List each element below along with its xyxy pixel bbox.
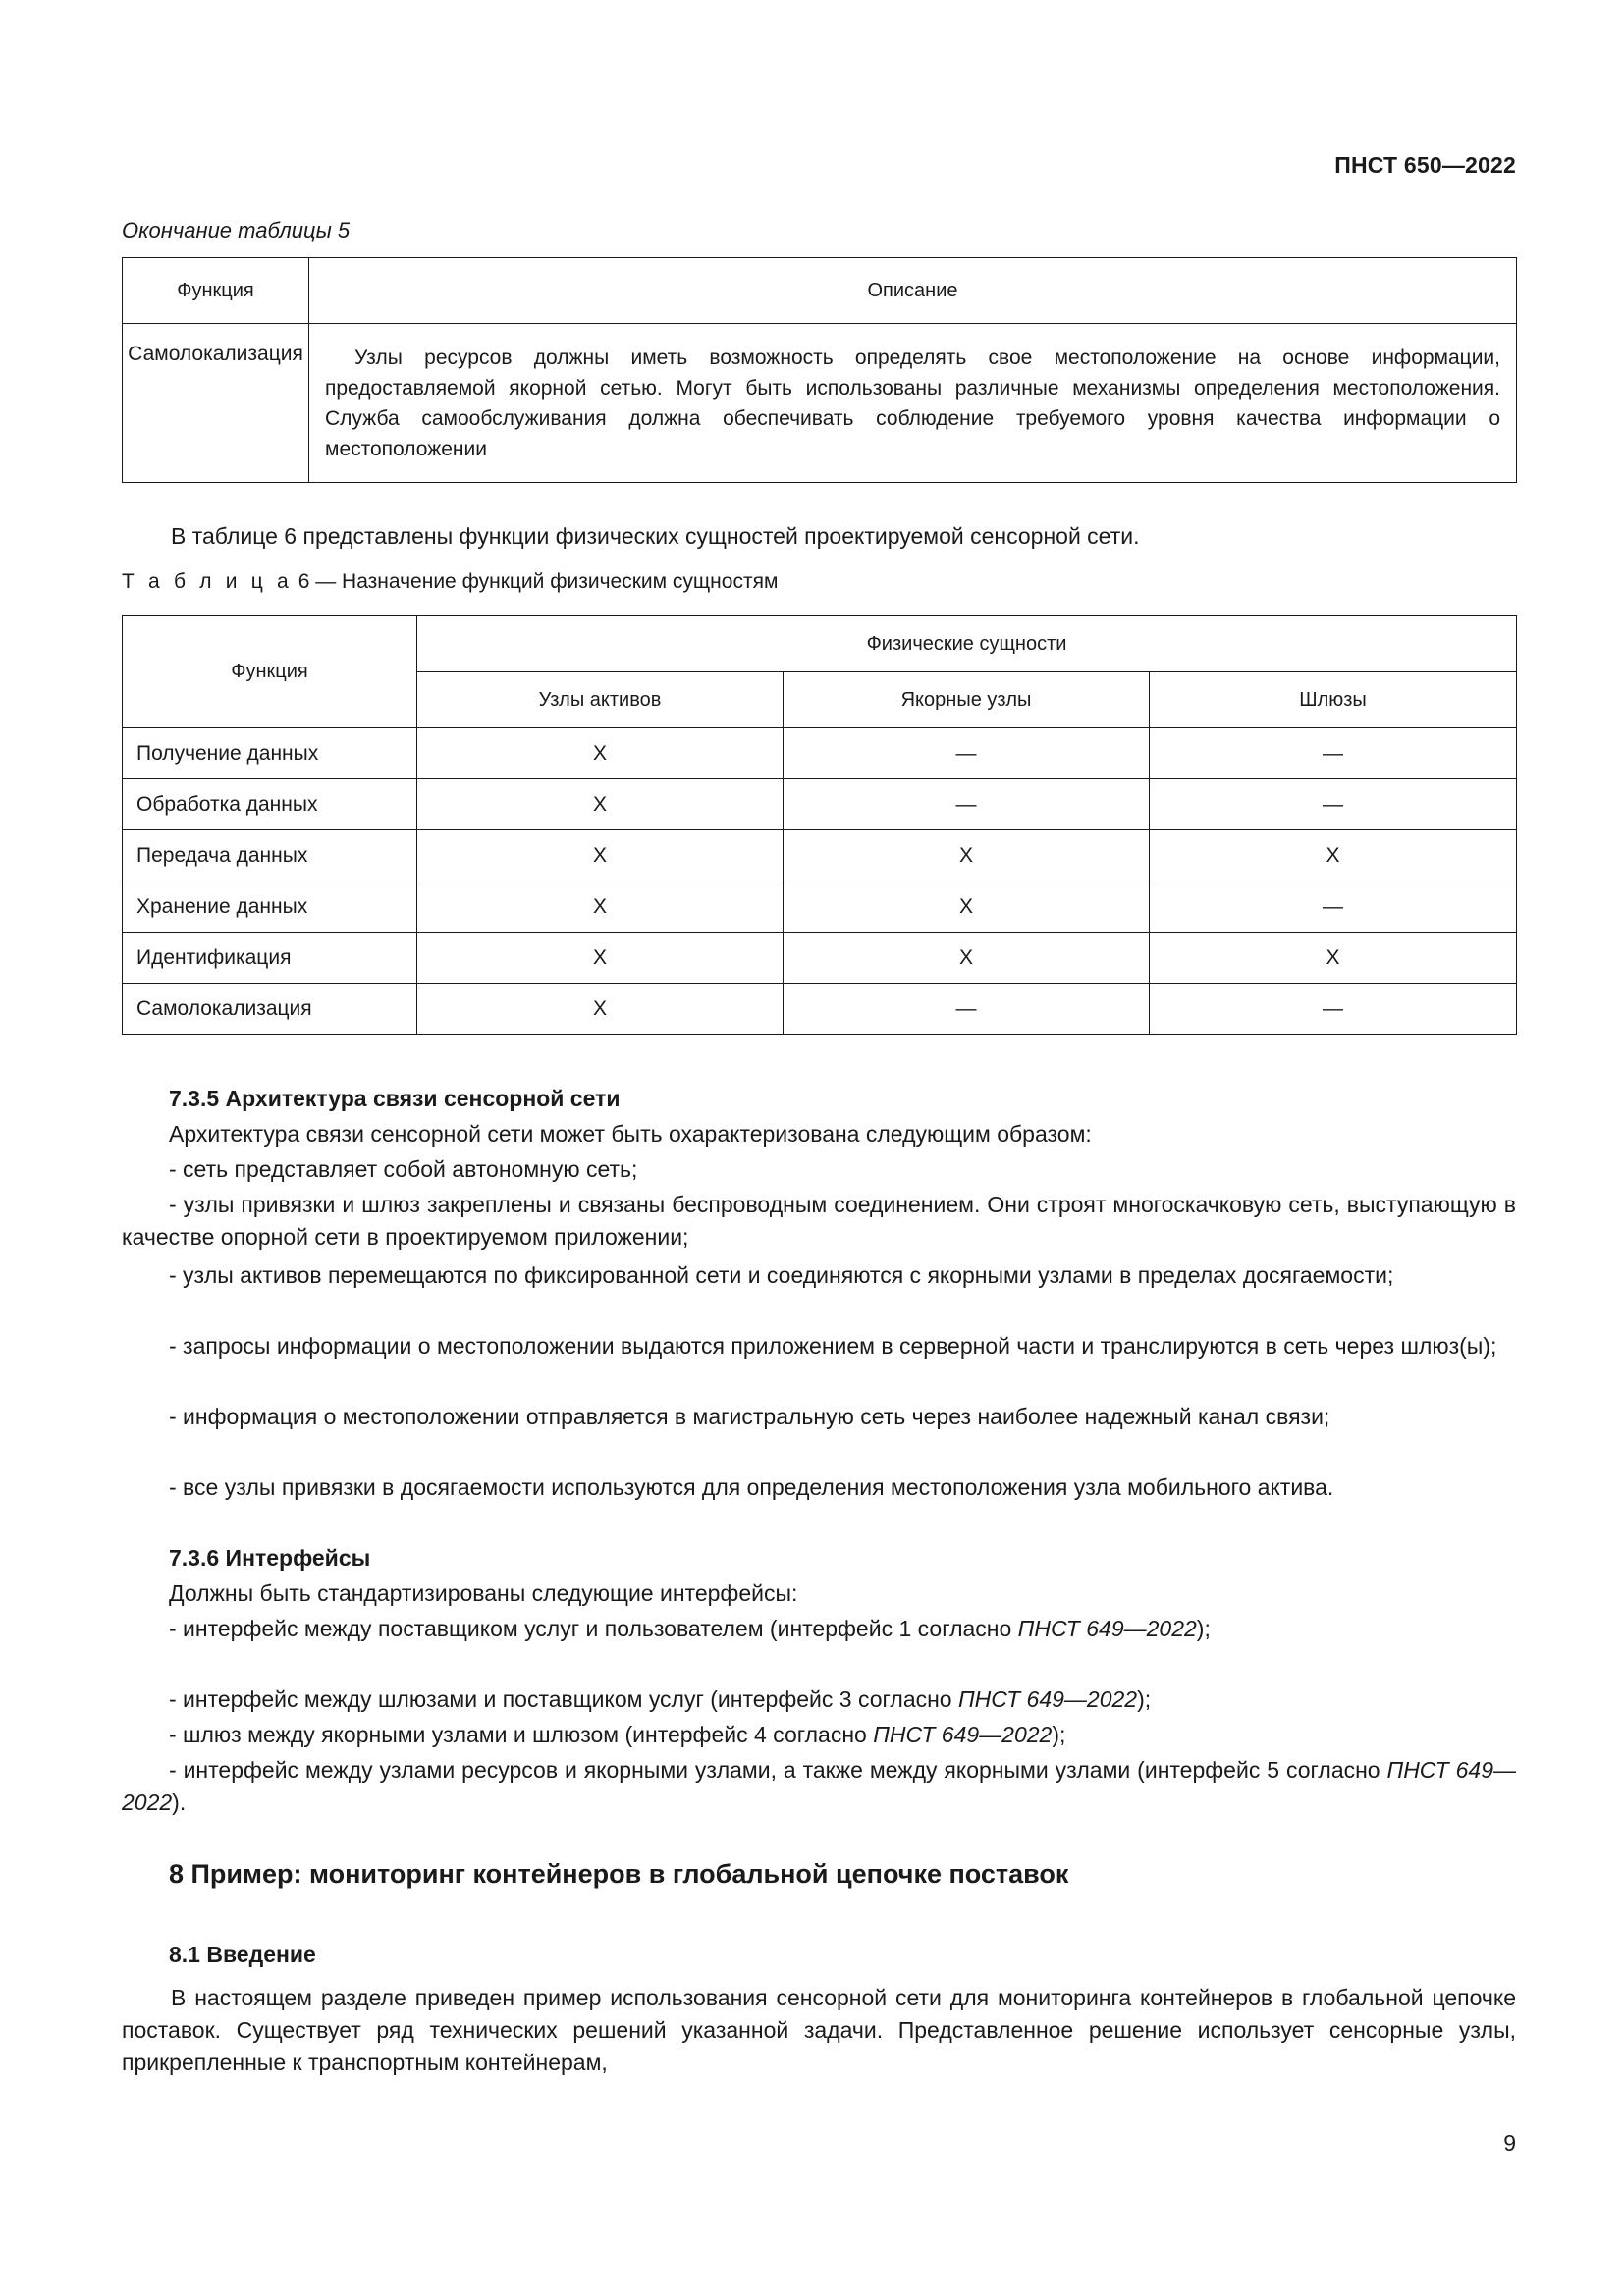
table6-caption (122, 570, 778, 594)
list-item-7-3-6-4-text-a: - интерфейс между узлами ресурсов и якорными узлами, а также между якорными узлами (интерфейс 5 согласно (169, 1757, 1387, 1783)
table6-cell-asset-nodes: X (417, 984, 784, 1035)
list-item-7-3-6-4-text-b: ). (172, 1789, 187, 1815)
table6-cell-asset-nodes: X (417, 881, 784, 933)
table5-continuation-caption: Окончание таблицы 5 (122, 218, 351, 242)
running-head-standard-id: ПНСТ 650—2022 (1334, 152, 1516, 178)
table5-col-description: Описание (309, 258, 1517, 324)
table6-caption-label: Т а б л и ц а (122, 570, 293, 593)
table5-cell-function: Самолокализация (123, 324, 309, 483)
heading-section-8: 8 Пример: мониторинг контейнеров в глобальной цепочке поставок (169, 1859, 1069, 1889)
table6-row-label: Хранение данных (123, 881, 417, 933)
table6-col-anchor-nodes: Якорные узлы (784, 672, 1150, 728)
table-5 (122, 257, 1517, 483)
table6-cell-asset-nodes: X (417, 779, 784, 830)
table6-cell-gateways: — (1150, 984, 1517, 1035)
table5-description-text: Узлы ресурсов должны иметь возможность определять свое местоположение на основе информации, предоставляемой якорной сетью. Могут быть использованы различные механизмы определения местоположения. Служба самообслуживания должна обеспечивать соблюдение требуемого уровня качества информации о местоположении (325, 347, 1500, 460)
table6-cell-gateways: — (1150, 728, 1517, 779)
list-item-7-3-6-1-text-b: ); (1196, 1616, 1211, 1641)
table6-cell-anchor-nodes: — (784, 779, 1150, 830)
table6-col-asset-nodes: Узлы активов (417, 672, 784, 728)
table6-cell-asset-nodes: X (417, 830, 784, 881)
table6-row-label: Обработка данных (123, 779, 417, 830)
table6-cell-anchor-nodes: X (784, 881, 1150, 933)
paragraph-7-3-6-lead: Должны быть стандартизированы следующие интерфейсы: (169, 1580, 798, 1606)
table-row (123, 779, 1517, 830)
standard-reference-649: ПНСТ 649—2022 (958, 1686, 1138, 1712)
list-item-7-3-5-6: - все узлы привязки в досягаемости используются для определения местоположения узла мобильного актива. (169, 1474, 1334, 1500)
table6-group-header: Физические сущности (417, 616, 1517, 672)
list-item-7-3-6-1-text-a: - интерфейс между поставщиком услуг и пользователем (интерфейс 1 согласно (169, 1616, 1018, 1641)
table6-cell-anchor-nodes: X (784, 830, 1150, 881)
table6-cell-asset-nodes: X (417, 728, 784, 779)
table-row (123, 984, 1517, 1035)
table5-col-function: Функция (123, 258, 309, 324)
list-item-7-3-6-3-text-a: - шлюз между якорными узлами и шлюзом (интерфейс 4 согласно (169, 1722, 874, 1747)
list-item-7-3-6-2 (122, 1683, 1516, 1716)
list-item-7-3-6-3-text-b: ); (1052, 1722, 1066, 1747)
table6-row-label: Получение данных (123, 728, 417, 779)
table6-cell-gateways: X (1150, 933, 1517, 984)
list-item-7-3-6-2-text-a: - интерфейс между шлюзами и поставщиком услуг (интерфейс 3 согласно (169, 1686, 958, 1712)
intro-paragraph-table6: В таблице 6 представлены функции физических сущностей проектируемой сенсорной сети. (171, 523, 1140, 549)
list-item-7-3-5-1: - сеть представляет собой автономную сеть; (169, 1156, 638, 1182)
table-row (123, 933, 1517, 984)
table6-row-label: Самолокализация (123, 984, 417, 1035)
list-item-7-3-5-5: - информация о местоположении отправляется в магистральную сеть через наиболее надежный канал связи; (169, 1404, 1330, 1429)
table6-cell-gateways: X (1150, 830, 1517, 881)
table6-col-function: Функция (123, 616, 417, 728)
heading-8-1: 8.1 Введение (169, 1942, 316, 1967)
table5-cell-description (309, 324, 1517, 483)
standard-reference-649: ПНСТ 649—2022 (873, 1722, 1053, 1747)
standard-reference-649: ПНСТ 649—2022 (122, 1757, 1517, 1815)
table6-cell-anchor-nodes: X (784, 933, 1150, 984)
table6-cell-gateways: — (1150, 779, 1517, 830)
paragraph-8-1: В настоящем разделе приведен пример использования сенсорной сети для мониторинга контейнеров в глобальной цепочке поставок. Существует ряд технических решений указанной задачи. Представленное решение использует сенсорные узлы, прикрепленные к транспортным контейнерам, (122, 1985, 1516, 2075)
heading-7-3-5: 7.3.5 Архитектура связи сенсорной сети (169, 1086, 621, 1111)
table6-caption-text: — Назначение функций физическим сущностям (315, 570, 779, 593)
table6-cell-anchor-nodes: — (784, 728, 1150, 779)
list-item-7-3-6-2-text-b: ); (1137, 1686, 1152, 1712)
list-item-7-3-5-3: - узлы активов перемещаются по фиксированной сети и соединяются с якорными узлами в пределах досягаемости; (169, 1262, 1394, 1288)
list-item-7-3-6-1 (122, 1613, 1516, 1645)
standard-reference-649: ПНСТ 649—2022 (1017, 1616, 1197, 1641)
table-row (123, 830, 1517, 881)
paragraph-7-3-5-lead: Архитектура связи сенсорной сети может быть охарактеризована следующим образом: (169, 1121, 1092, 1147)
table6-col-gateways: Шлюзы (1150, 672, 1517, 728)
table5-header-row (123, 258, 1517, 324)
table6-cell-anchor-nodes: — (784, 984, 1150, 1035)
table6-row-label: Идентификация (123, 933, 417, 984)
table-row (123, 728, 1517, 779)
list-item-7-3-6-4 (122, 1754, 1516, 1819)
list-item-7-3-5-2: - узлы привязки и шлюз закреплены и связаны беспроводным соединением. Они строят многоскачковую сеть, выступающую в качестве опорной сети в проектируемом приложении; (122, 1192, 1516, 1250)
table-row (123, 324, 1517, 483)
table6-row-label: Передача данных (123, 830, 417, 881)
table-6 (122, 615, 1517, 1035)
list-item-7-3-6-3 (122, 1719, 1516, 1751)
table6-caption-number: 6 (298, 570, 310, 593)
heading-7-3-6: 7.3.6 Интерфейсы (169, 1545, 371, 1571)
table6-header-row-1 (123, 616, 1517, 672)
table-row (123, 881, 1517, 933)
table6-cell-asset-nodes: X (417, 933, 784, 984)
table6-cell-gateways: — (1150, 881, 1517, 933)
page-number: 9 (1503, 2130, 1516, 2156)
list-item-7-3-5-4: - запросы информации о местоположении выдаются приложением в серверной части и транслируются в сеть через шлюз(ы); (169, 1333, 1497, 1359)
